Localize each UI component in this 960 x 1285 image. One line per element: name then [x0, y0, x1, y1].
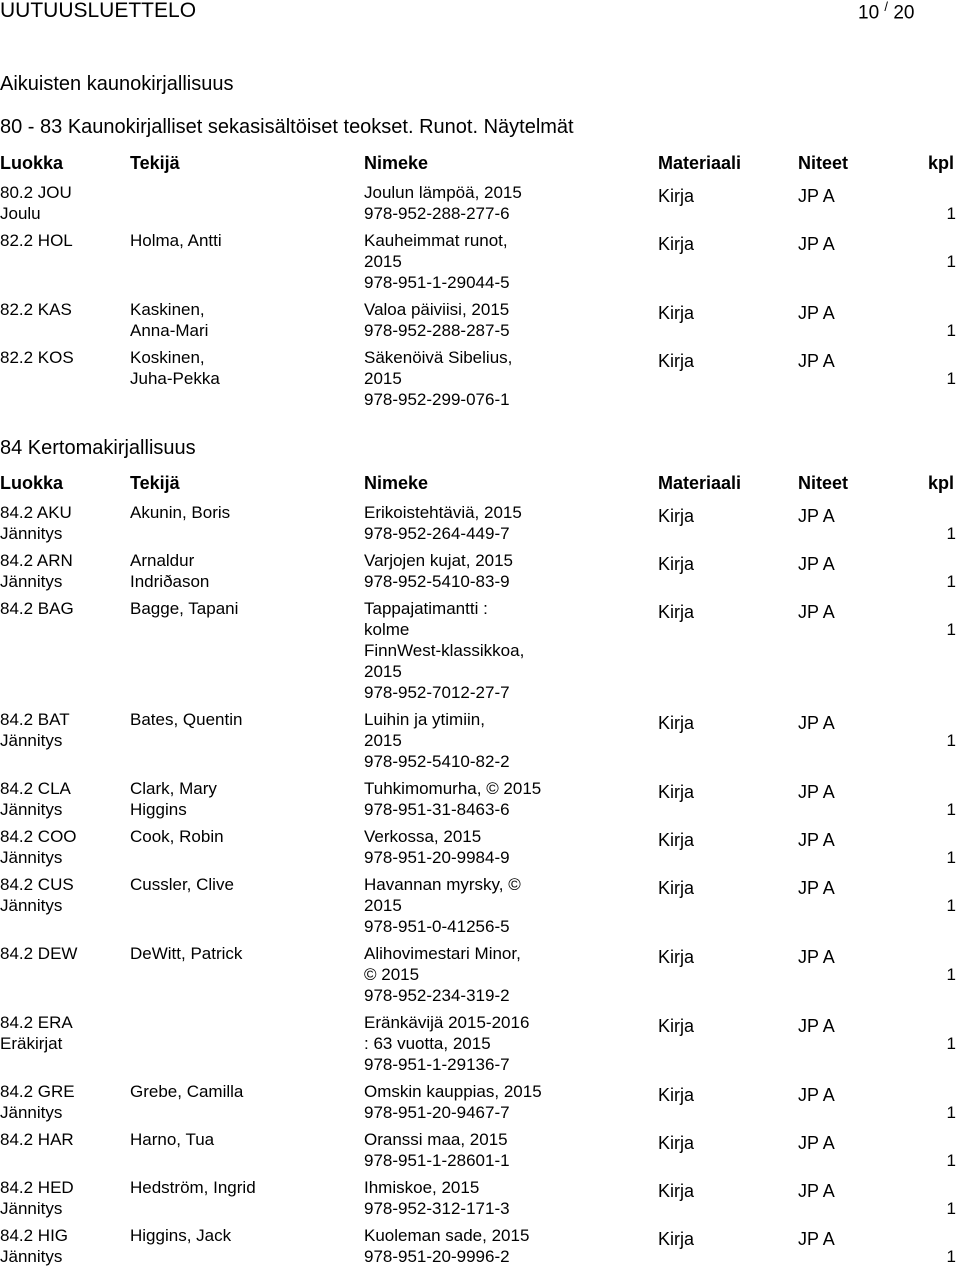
nimeke-line: Luihin ja ytimiin,: [364, 710, 485, 729]
section-title: 80 - 83 Kaunokirjalliset sekasisältöiset teokset. Runot. Näytelmät: [0, 116, 574, 138]
luokka-line: 82.2 HOL: [0, 231, 73, 250]
materiaali-cell: Kirja: [658, 947, 695, 967]
table-row: [0, 347, 960, 410]
page-number: 10 / 20: [858, 0, 915, 24]
materiaali-cell: Kirja: [658, 1133, 695, 1153]
table-row: [0, 826, 960, 868]
kpl-cell: 1: [946, 572, 956, 591]
luokka-cell: [0, 1081, 75, 1123]
main-heading: Aikuisten kaunokirjallisuus: [0, 73, 234, 95]
table-row: [0, 1177, 960, 1219]
materiaali-cell: Kirja: [658, 713, 695, 733]
tekija-line: Cook, Robin: [130, 827, 224, 846]
nimeke-line: 978-952-7012-27-7: [364, 683, 510, 702]
niteet-cell: JP A: [798, 351, 835, 371]
luokka-cell: [0, 1177, 74, 1219]
tekija-line: Grebe, Camilla: [130, 1082, 244, 1101]
tekija-line: DeWitt, Patrick: [130, 944, 243, 963]
luokka-cell: [0, 550, 73, 592]
materiaali-cell: Kirja: [658, 1181, 695, 1201]
nimeke-line: : 63 vuotta, 2015: [364, 1034, 491, 1053]
tekija-cell: [130, 347, 220, 389]
nimeke-line: 978-951-20-9467-7: [364, 1103, 510, 1122]
luokka-line: Jännitys: [0, 896, 63, 915]
tekija-line: Harno, Tua: [130, 1130, 215, 1149]
luokka-cell: [0, 1129, 74, 1150]
nimeke-line: 2015: [364, 252, 402, 271]
nimeke-line: 978-951-1-29136-7: [364, 1055, 510, 1074]
materiaali-cell: Kirja: [658, 1229, 695, 1249]
nimeke-cell: [364, 778, 654, 820]
table-row: [0, 1129, 960, 1171]
table-row: [0, 943, 960, 1006]
niteet-cell: JP A: [798, 1016, 835, 1036]
luokka-cell: [0, 778, 71, 820]
nimeke-cell: [364, 550, 654, 592]
nimeke-line: Omskin kauppias, 2015: [364, 1082, 542, 1101]
kpl-cell: 1: [946, 1199, 956, 1218]
materiaali-cell: Kirja: [658, 878, 695, 898]
header-tekija: Tekijä: [130, 153, 180, 173]
nimeke-line: 978-951-1-29044-5: [364, 273, 510, 292]
luokka-line: 84.2 AKU: [0, 503, 72, 522]
tekija-line: Clark, Mary: [130, 779, 217, 798]
kpl-cell: 1: [946, 800, 956, 819]
materiaali-cell: Kirja: [658, 234, 695, 254]
header-kpl: kpl: [928, 153, 955, 173]
tekija-cell: [130, 550, 209, 592]
luokka-cell: [0, 1012, 73, 1054]
luokka-line: Jännitys: [0, 524, 63, 543]
nimeke-cell: [364, 1225, 654, 1267]
header-niteet: Niteet: [798, 473, 849, 493]
niteet-cell: JP A: [798, 186, 835, 206]
luokka-line: 84.2 DEW: [0, 944, 78, 963]
luokka-line: 80.2 JOU: [0, 183, 72, 202]
table-row: [0, 299, 960, 341]
nimeke-cell: [364, 943, 654, 1006]
nimeke-line: 2015: [364, 369, 402, 388]
kpl-cell: 1: [946, 731, 956, 750]
tekija-cell: [130, 1081, 243, 1102]
luokka-cell: [0, 502, 72, 544]
materiaali-cell: Kirja: [658, 506, 695, 526]
kpl-cell: 1: [946, 524, 956, 543]
luokka-line: Jännitys: [0, 800, 63, 819]
nimeke-line: kolme: [364, 620, 410, 639]
rows-section-1: [0, 182, 960, 416]
luokka-cell: [0, 874, 74, 916]
nimeke-cell: [364, 230, 654, 293]
nimeke-line: 978-952-5410-83-9: [364, 572, 510, 591]
luokka-line: 84.2 HED: [0, 1178, 74, 1197]
luokka-line: 84.2 GRE: [0, 1082, 75, 1101]
nimeke-line: Erikoistehtäviä, 2015: [364, 503, 522, 522]
section-title: 84 Kertomakirjallisuus: [0, 437, 196, 459]
materiaali-cell: Kirja: [658, 303, 695, 323]
nimeke-line: © 2015: [364, 965, 420, 984]
kpl-cell: 1: [946, 204, 956, 223]
tekija-cell: [130, 502, 230, 523]
materiaali-cell: Kirja: [658, 351, 695, 371]
luokka-line: 84.2 ARN: [0, 551, 73, 570]
nimeke-cell: [364, 502, 654, 544]
niteet-cell: JP A: [798, 303, 835, 323]
nimeke-line: 2015: [364, 731, 402, 750]
table-row: [0, 230, 960, 293]
tekija-cell: [130, 1225, 231, 1246]
niteet-cell: JP A: [798, 947, 835, 967]
nimeke-line: 978-951-1-28601-1: [364, 1151, 510, 1170]
luokka-line: Eräkirjat: [0, 1034, 63, 1053]
tekija-line: Arnaldur: [130, 551, 195, 570]
table-row: [0, 778, 960, 820]
nimeke-line: 978-952-5410-82-2: [364, 752, 510, 771]
nimeke-line: 2015: [364, 662, 402, 681]
header-luokka: Luokka: [0, 473, 64, 493]
luokka-line: 84.2 HAR: [0, 1130, 74, 1149]
column-header: [0, 153, 960, 175]
header-tekija: Tekijä: [130, 473, 180, 493]
kpl-cell: 1: [946, 965, 956, 984]
tekija-line: Anna-Mari: [130, 321, 209, 340]
tekija-line: Bagge, Tapani: [130, 599, 239, 618]
nimeke-cell: [364, 1129, 654, 1171]
nimeke-cell: [364, 182, 654, 224]
header-nimeke: Nimeke: [364, 153, 429, 173]
niteet-cell: JP A: [798, 830, 835, 850]
table-row: [0, 874, 960, 937]
nimeke-line: 978-951-20-9984-9: [364, 848, 510, 867]
luokka-cell: [0, 299, 72, 320]
luokka-cell: [0, 1225, 68, 1267]
luokka-cell: [0, 598, 74, 619]
table-row: [0, 502, 960, 544]
niteet-cell: JP A: [798, 554, 835, 574]
tekija-line: Cussler, Clive: [130, 875, 234, 894]
tekija-line: Hedström, Ingrid: [130, 1178, 256, 1197]
tekija-cell: [130, 1129, 214, 1150]
nimeke-cell: [364, 1081, 654, 1123]
luokka-line: Jännitys: [0, 848, 63, 867]
tekija-cell: [130, 709, 242, 730]
nimeke-line: Tuhkimomurha, © 2015: [364, 779, 542, 798]
total-pages: 20: [893, 2, 915, 24]
niteet-cell: JP A: [798, 1085, 835, 1105]
luokka-cell: [0, 943, 77, 964]
tekija-cell: [130, 778, 217, 820]
materiaali-cell: Kirja: [658, 186, 695, 206]
materiaali-cell: Kirja: [658, 602, 695, 622]
nimeke-cell: [364, 1012, 654, 1075]
luokka-line: 82.2 KOS: [0, 348, 74, 367]
luokka-line: 84.2 COO: [0, 827, 77, 846]
table-row: [0, 1081, 960, 1123]
nimeke-line: 978-951-0-41256-5: [364, 917, 510, 936]
niteet-cell: JP A: [798, 602, 835, 622]
header-materiaali: Materiaali: [658, 473, 742, 493]
tekija-cell: [130, 1177, 256, 1198]
nimeke-line: Havannan myrsky, ©: [364, 875, 521, 894]
luokka-line: Jännitys: [0, 1247, 63, 1266]
tekija-line: Koskinen,: [130, 348, 205, 367]
niteet-cell: JP A: [798, 1229, 835, 1249]
niteet-cell: JP A: [798, 506, 835, 526]
nimeke-line: 978-952-288-287-5: [364, 321, 510, 340]
niteet-cell: JP A: [798, 1133, 835, 1153]
kpl-cell: 1: [946, 896, 956, 915]
nimeke-line: Eränkävijä 2015-2016: [364, 1013, 530, 1032]
luokka-line: Jännitys: [0, 731, 63, 750]
niteet-cell: JP A: [798, 234, 835, 254]
nimeke-line: 2015: [364, 896, 402, 915]
tekija-line: Akunin, Boris: [130, 503, 231, 522]
niteet-cell: JP A: [798, 713, 835, 733]
table-row: [0, 1225, 960, 1267]
table-row: [0, 709, 960, 772]
table-row: [0, 182, 960, 224]
nimeke-cell: [364, 874, 654, 937]
nimeke-line: FinnWest-klassikkoa,: [364, 641, 525, 660]
kpl-cell: 1: [946, 252, 956, 271]
nimeke-cell: [364, 598, 654, 703]
tekija-line: Indriðason: [130, 572, 210, 591]
nimeke-cell: [364, 826, 654, 868]
niteet-cell: JP A: [798, 1181, 835, 1201]
luokka-line: Jännitys: [0, 1103, 63, 1122]
luokka-cell: [0, 826, 77, 868]
tekija-line: Holma, Antti: [130, 231, 222, 250]
nimeke-line: Alihovimestari Minor,: [364, 944, 521, 963]
luokka-line: 84.2 HIG: [0, 1226, 69, 1245]
kpl-cell: 1: [946, 620, 956, 639]
tekija-cell: [130, 299, 208, 341]
document-title: UUTUUSLUETTELO: [0, 0, 197, 22]
nimeke-line: 978-952-312-171-3: [364, 1199, 510, 1218]
luokka-cell: [0, 709, 70, 751]
table-row: [0, 550, 960, 592]
tekija-cell: [130, 598, 238, 619]
materiaali-cell: Kirja: [658, 554, 695, 574]
nimeke-line: Verkossa, 2015: [364, 827, 482, 846]
current-page: 10: [858, 2, 880, 24]
luokka-line: Jännitys: [0, 572, 63, 591]
tekija-cell: [130, 943, 242, 964]
nimeke-line: Joulun lämpöä, 2015: [364, 183, 522, 202]
table-row: [0, 1012, 960, 1075]
kpl-cell: 1: [946, 1151, 956, 1170]
header-kpl: kpl: [928, 473, 955, 493]
nimeke-line: 978-952-264-449-7: [364, 524, 510, 543]
nimeke-cell: [364, 299, 654, 341]
nimeke-line: Varjojen kujat, 2015: [364, 551, 514, 570]
luokka-cell: [0, 182, 72, 224]
header-nimeke: Nimeke: [364, 473, 429, 493]
nimeke-line: Tappajatimantti :: [364, 599, 488, 618]
header-materiaali: Materiaali: [658, 153, 742, 173]
nimeke-cell: [364, 709, 654, 772]
luokka-cell: [0, 230, 73, 251]
luokka-cell: [0, 347, 74, 368]
nimeke-line: Kauheimmat runot,: [364, 231, 508, 250]
luokka-line: Joulu: [0, 204, 41, 223]
nimeke-line: 978-952-299-076-1: [364, 390, 510, 409]
tekija-line: Higgins, Jack: [130, 1226, 232, 1245]
nimeke-line: Oranssi maa, 2015: [364, 1130, 508, 1149]
kpl-cell: 1: [946, 369, 956, 388]
tekija-cell: [130, 230, 222, 251]
luokka-line: 84.2 ERA: [0, 1013, 73, 1032]
nimeke-line: Säkenöivä Sibelius,: [364, 348, 513, 367]
luokka-line: 82.2 KAS: [0, 300, 72, 319]
header-luokka: Luokka: [0, 153, 64, 173]
nimeke-line: Kuoleman sade, 2015: [364, 1226, 530, 1245]
header-niteet: Niteet: [798, 153, 849, 173]
tekija-line: Kaskinen,: [130, 300, 205, 319]
luokka-line: Jännitys: [0, 1199, 63, 1218]
tekija-line: Higgins: [130, 800, 187, 819]
kpl-cell: 1: [946, 848, 956, 867]
kpl-cell: 1: [946, 1034, 956, 1053]
tekija-line: Bates, Quentin: [130, 710, 243, 729]
nimeke-line: 978-952-288-277-6: [364, 204, 510, 223]
luokka-line: 84.2 CUS: [0, 875, 74, 894]
luokka-line: 84.2 BAT: [0, 710, 70, 729]
niteet-cell: JP A: [798, 878, 835, 898]
rows-section-2: [0, 502, 960, 1273]
nimeke-cell: [364, 347, 654, 410]
luokka-line: 84.2 BAG: [0, 599, 74, 618]
nimeke-line: Valoa päiviisi, 2015: [364, 300, 510, 319]
niteet-cell: JP A: [798, 782, 835, 802]
tekija-cell: [130, 826, 224, 847]
kpl-cell: 1: [946, 1103, 956, 1122]
nimeke-line: Ihmiskoe, 2015: [364, 1178, 480, 1197]
tekija-cell: [130, 874, 234, 895]
kpl-cell: 1: [946, 1247, 956, 1266]
luokka-line: 84.2 CLA: [0, 779, 71, 798]
kpl-cell: 1: [946, 321, 956, 340]
nimeke-cell: [364, 1177, 654, 1219]
table-row: [0, 598, 960, 703]
materiaali-cell: Kirja: [658, 1016, 695, 1036]
column-header: [0, 473, 960, 495]
nimeke-line: 978-951-31-8463-6: [364, 800, 510, 819]
nimeke-line: 978-952-234-319-2: [364, 986, 510, 1005]
materiaali-cell: Kirja: [658, 1085, 695, 1105]
tekija-line: Juha-Pekka: [130, 369, 220, 388]
nimeke-line: 978-951-20-9996-2: [364, 1247, 510, 1266]
materiaali-cell: Kirja: [658, 830, 695, 850]
materiaali-cell: Kirja: [658, 782, 695, 802]
